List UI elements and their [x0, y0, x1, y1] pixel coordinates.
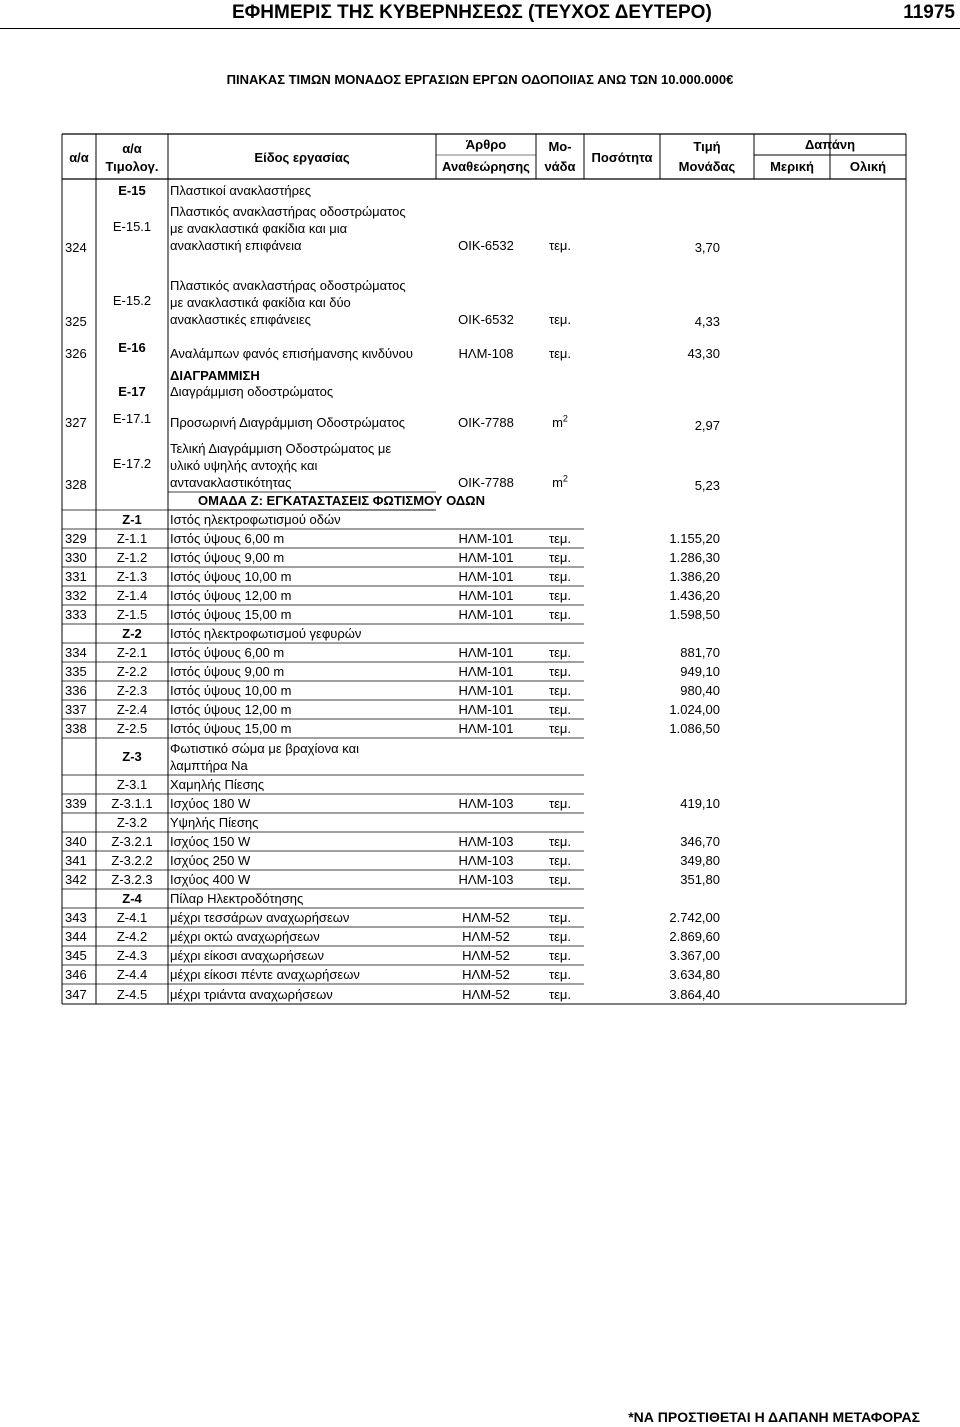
row-description: Πίλαρ Ηλεκτροδότησης	[170, 891, 304, 906]
row-unit-text: τεμ.	[548, 929, 572, 944]
row-unit	[536, 568, 584, 585]
row-description: Ιστός ύψους 10,00 m	[170, 683, 292, 698]
row-code: Ζ-4.3	[116, 948, 148, 963]
row-code: Ζ-4.1	[116, 910, 148, 925]
row-number: 339	[65, 796, 87, 811]
row-code: Ζ-3.1	[116, 777, 148, 792]
row-unit-text: τεμ.	[548, 237, 572, 253]
row-number: 330	[65, 550, 87, 565]
gazette-title: ΕΦΗΜΕΡΙΣ ΤΗΣ ΚΥΒΕΡΝΗΣΕΩΣ (ΤΕΥΧΟΣ ΔΕΥΤΕΡΟ)	[232, 2, 712, 23]
row-unit-text: τεμ.	[548, 872, 572, 887]
row-code: Ε-15	[118, 182, 146, 198]
row-unit-text: τεμ.	[548, 345, 572, 361]
row-number: 329	[65, 531, 87, 546]
row-description: Τελική Διαγράμμιση Οδοστρώματος με	[170, 440, 392, 456]
row-code: Ζ-1.1	[116, 531, 148, 546]
col-oliki: Ολική	[849, 159, 887, 174]
row-description: Πλαστικοί ανακλαστήρες	[170, 182, 312, 198]
row-unit	[536, 311, 584, 328]
row-description: Πλαστικός ανακλαστήρας οδοστρώματος	[170, 277, 406, 293]
row-article: ΗΛΜ-52	[462, 929, 510, 944]
row-unit	[536, 795, 584, 812]
row-code: Ε-17	[118, 383, 146, 399]
row-unit	[536, 909, 584, 926]
row-article: ΗΛΜ-101	[458, 664, 514, 679]
row-article: ΗΛΜ-103	[458, 872, 514, 887]
row-number: 346	[65, 967, 87, 982]
table-title: ΠΙΝΑΚΑΣ ΤΙΜΩΝ ΜΟΝΑΔΟΣ ΕΡΓΑΣΙΩΝ ΕΡΓΩΝ ΟΔΟΠΟΙΙΑΣ ΑΝΩ ΤΩΝ 10.000.000€	[226, 72, 734, 87]
row-unit-text: τεμ.	[548, 853, 572, 868]
row-description: μέχρι τεσσάρων αναχωρήσεων	[170, 910, 350, 925]
row-code: Ε-16	[118, 340, 146, 355]
row-unit-text: τεμ.	[548, 986, 572, 1002]
row-number: 337	[65, 702, 87, 717]
row-description: Ιστός ύψους 6,00 m	[170, 645, 285, 660]
row-unit-text: τεμ.	[548, 967, 572, 982]
row-unit-text: m	[552, 474, 563, 490]
row-number: 340	[65, 834, 87, 849]
row-unit-price: 2.869,60	[669, 929, 720, 944]
row-unit-price: 43,30	[687, 345, 720, 361]
row-code: Ζ-3.2.1	[111, 834, 153, 849]
row-code: Ζ-2.5	[116, 721, 148, 736]
row-unit-price: 3.367,00	[669, 948, 720, 963]
row-number: 333	[65, 607, 87, 622]
row-unit-price: 1.286,30	[669, 550, 720, 565]
row-description: με ανακλαστικά φακίδια και δύο	[170, 294, 351, 310]
row-description: Ιστός ύψους 10,00 m	[170, 569, 292, 584]
row-article: ΗΛΜ-101	[458, 683, 514, 698]
row-unit-text: τεμ.	[548, 796, 572, 811]
row-number: 326	[65, 345, 87, 361]
row-unit	[536, 701, 584, 718]
row-number: 332	[65, 588, 87, 603]
col-aa-tim-2: Τιμολογ.	[105, 159, 159, 174]
col-arthro-2: Αναθεώρησης	[442, 159, 530, 174]
row-number: 343	[65, 910, 87, 925]
row-unit	[536, 682, 584, 699]
page-number: 11975	[903, 2, 955, 23]
row-description: Φωτιστικό σώμα με βραχίονα και	[170, 740, 359, 756]
row-article: ΗΛΜ-101	[458, 721, 514, 736]
row-unit	[536, 833, 584, 850]
row-unit	[536, 530, 584, 547]
row-unit-price: 1.598,50	[669, 607, 720, 622]
row-unit-price: 419,10	[680, 796, 720, 811]
row-description: Ιστός ύψους 9,00 m	[170, 550, 285, 565]
row-description: λαμπτήρα Na	[170, 757, 248, 773]
row-unit	[536, 474, 584, 491]
row-description: Διαγράμμιση οδοστρώματος	[170, 383, 334, 399]
row-description: Πλαστικός ανακλαστήρας οδοστρώματος	[170, 203, 406, 219]
row-unit-price: 5,23	[694, 477, 720, 493]
row-code: Ζ-3.2.2	[111, 853, 153, 868]
row-description: μέχρι είκοσι αναχωρήσεων	[170, 948, 325, 963]
row-code: Ζ-2	[122, 626, 142, 641]
row-unit	[536, 852, 584, 869]
row-code: Ζ-2.3	[116, 683, 148, 698]
row-unit-price: 881,70	[680, 645, 720, 660]
row-number: 345	[65, 948, 87, 963]
row-article: ΟΙΚ-6532	[458, 311, 514, 327]
row-code: Ζ-4.2	[116, 929, 148, 944]
row-description: Ιστός ύψους 15,00 m	[170, 721, 292, 736]
row-description: υλικό υψηλής αντοχής και	[170, 457, 318, 473]
col-aa-tim-1: α/α	[122, 141, 142, 156]
row-code: Ζ-3	[122, 749, 142, 764]
row-article: ΗΛΜ-101	[458, 702, 514, 717]
row-unit-price: 2.742,00	[669, 910, 720, 925]
row-article: ΗΛΜ-52	[462, 986, 510, 1002]
row-article: ΗΛΜ-101	[458, 588, 514, 603]
row-article: ΗΛΜ-101	[458, 645, 514, 660]
row-unit	[536, 414, 584, 431]
row-unit-text: m	[552, 414, 563, 430]
row-number: 338	[65, 721, 87, 736]
col-dapani: Δαπάνη	[804, 137, 856, 152]
row-number: 342	[65, 872, 87, 887]
row-number: 331	[65, 569, 87, 584]
row-article: ΗΛΜ-52	[462, 910, 510, 925]
col-timi-1: Τιμή	[693, 139, 721, 154]
row-unit-price: 1.024,00	[669, 702, 720, 717]
row-unit-price: 1.086,50	[669, 721, 720, 736]
row-number: 325	[65, 313, 87, 329]
row-description: μέχρι τριάντα αναχωρήσεων	[170, 986, 333, 1002]
row-unit-text: τεμ.	[548, 683, 572, 698]
row-article: ΗΛΜ-101	[458, 531, 514, 546]
row-number: 336	[65, 683, 87, 698]
row-article: ΗΛΜ-52	[462, 967, 510, 982]
row-number: 341	[65, 853, 87, 868]
row-unit	[536, 606, 584, 623]
row-description: μέχρι οκτώ αναχωρήσεων	[170, 929, 320, 944]
row-unit-price: 980,40	[680, 683, 720, 698]
row-code: Ζ-1.5	[116, 607, 148, 622]
row-description: Ισχύος 250 W	[170, 853, 251, 868]
row-unit-price: 3.864,40	[669, 986, 720, 1002]
row-unit-price: 4,33	[694, 313, 720, 329]
row-description: Αναλάμπων φανός επισήμανσης κινδύνου	[170, 345, 413, 361]
row-code: Ζ-3.2.3	[111, 872, 153, 887]
row-code: Ζ-2.2	[116, 664, 148, 679]
row-unit-price: 349,80	[680, 853, 720, 868]
row-article: ΗΛΜ-52	[462, 948, 510, 963]
row-article: ΗΛΜ-108	[458, 345, 514, 361]
row-description: αντανακλαστικότητας	[170, 474, 292, 490]
row-unit-text: τεμ.	[548, 550, 572, 565]
row-unit-text: τεμ.	[548, 910, 572, 925]
row-unit	[536, 986, 584, 1003]
col-meriki: Μερική	[770, 159, 814, 174]
row-unit-text: τεμ.	[548, 834, 572, 849]
row-unit	[536, 947, 584, 964]
row-code: Ζ-2.4	[116, 702, 148, 717]
row-number: 334	[65, 645, 87, 660]
row-unit-text: τεμ.	[548, 702, 572, 717]
col-monada-1: Μο-	[548, 139, 572, 154]
row-description: Προσωρινή Διαγράμμιση Οδοστρώματος	[170, 414, 406, 430]
row-code: Ε-17.1	[112, 411, 152, 426]
row-description: Ισχύος 400 W	[170, 872, 251, 887]
row-unit-price: 3.634,80	[669, 967, 720, 982]
row-description: Ιστός ύψους 6,00 m	[170, 531, 285, 546]
row-unit-exponent: 2	[562, 473, 568, 484]
row-unit-price: 949,10	[680, 664, 720, 679]
row-unit-price: 1.155,20	[669, 531, 720, 546]
row-description: Ιστός ύψους 15,00 m	[170, 607, 292, 622]
row-code: Ε-15.2	[112, 292, 152, 308]
row-code: Ζ-3.1.1	[111, 796, 153, 811]
row-description: Ιστός ηλεκτροφωτισμού οδών	[170, 512, 341, 527]
row-article: ΗΛΜ-101	[458, 550, 514, 565]
footer-note: *ΝΑ ΠΡΟΣΤΙΘΕΤΑΙ Η ΔΑΠΑΝΗ ΜΕΤΑΦΟΡΑΣ	[628, 1409, 920, 1425]
row-number: 347	[65, 986, 87, 1002]
row-code: Ζ-1.3	[116, 569, 148, 584]
row-unit	[536, 966, 584, 983]
row-description: Ισχύος 150 W	[170, 834, 251, 849]
row-unit-price: 346,70	[680, 834, 720, 849]
row-unit	[536, 644, 584, 661]
row-article: ΗΛΜ-103	[458, 834, 514, 849]
row-number: 324	[65, 239, 87, 255]
row-code: Ζ-2.1	[116, 645, 148, 660]
row-code: Ζ-3.2	[116, 815, 148, 830]
col-posotita: Ποσότητα	[591, 150, 653, 165]
row-unit-price: 1.436,20	[669, 588, 720, 603]
row-unit	[536, 345, 584, 362]
row-code: Ε-15.1	[112, 218, 152, 234]
row-code: Ζ-1.2	[116, 550, 148, 565]
row-description: Ιστός ύψους 12,00 m	[170, 588, 292, 603]
row-unit	[536, 663, 584, 680]
row-number: 344	[65, 929, 87, 944]
row-unit-price: 351,80	[680, 872, 720, 887]
row-description: ΔΙΑΓΡΑΜΜΙΣΗ	[170, 368, 260, 383]
row-article: ΗΛΜ-101	[458, 607, 514, 622]
row-unit	[536, 587, 584, 604]
row-code: Ζ-4	[122, 891, 142, 906]
row-unit-price: 2,97	[694, 417, 720, 433]
row-description: μέχρι είκοσι πέντε αναχωρήσεων	[170, 967, 360, 982]
row-code: Ε-17.2	[112, 455, 152, 471]
row-article: ΟΙΚ-7788	[458, 474, 514, 490]
row-description: Ισχύος 180 W	[170, 796, 251, 811]
row-article: ΗΛΜ-103	[458, 796, 514, 811]
row-unit-text: τεμ.	[548, 607, 572, 622]
row-unit-price: 3,70	[694, 239, 720, 255]
row-description: ανακλαστική επιφάνεια	[170, 237, 302, 253]
row-unit	[536, 928, 584, 945]
col-eidos: Είδος εργασίας	[254, 150, 350, 165]
row-unit-text: τεμ.	[548, 531, 572, 546]
row-unit-text: τεμ.	[548, 721, 572, 736]
row-article: ΟΙΚ-6532	[458, 237, 514, 253]
row-unit-exponent: 2	[562, 413, 568, 424]
col-timi-2: Μονάδας	[678, 159, 736, 174]
row-unit-text: τεμ.	[548, 948, 572, 963]
row-unit-text: τεμ.	[548, 664, 572, 679]
row-description: Ιστός ύψους 9,00 m	[170, 664, 285, 679]
col-arthro-1: Άρθρο	[465, 137, 507, 152]
row-number: 328	[65, 476, 87, 492]
row-description: ανακλαστικές επιφάνειες	[170, 311, 311, 327]
row-description: Χαμηλής Πίεσης	[170, 777, 265, 792]
col-monada-2: νάδα	[544, 159, 576, 174]
row-code: Ζ-4.5	[116, 986, 148, 1002]
row-unit-price: 1.386,20	[669, 569, 720, 584]
row-unit	[536, 871, 584, 888]
row-code: Ζ-1.4	[116, 588, 148, 603]
row-description: Ιστός ηλεκτροφωτισμού γεφυρών	[170, 626, 362, 641]
row-article: ΗΛΜ-103	[458, 853, 514, 868]
row-article: ΟΙΚ-7788	[458, 414, 514, 430]
row-description: με ανακλαστικά φακίδια και μια	[170, 220, 348, 236]
row-code: Ζ-4.4	[116, 967, 148, 982]
row-unit	[536, 549, 584, 566]
row-number: 327	[65, 414, 87, 430]
row-unit	[536, 720, 584, 737]
row-unit-text: τεμ.	[548, 588, 572, 603]
row-number: 335	[65, 664, 87, 679]
row-unit-text: τεμ.	[548, 645, 572, 660]
col-aa: α/α	[69, 150, 89, 165]
row-unit	[536, 237, 584, 254]
row-description: ΟΜΑΔΑ Ζ: ΕΓΚΑΤΑΣΤΑΣΕΙΣ ΦΩΤΙΣΜΟΥ ΟΔΩΝ	[198, 493, 485, 508]
row-description: Υψηλής Πίεσης	[170, 815, 259, 830]
row-article: ΗΛΜ-101	[458, 569, 514, 584]
row-unit-text: τεμ.	[548, 311, 572, 327]
row-description: Ιστός ύψους 12,00 m	[170, 702, 292, 717]
row-unit-text: τεμ.	[548, 569, 572, 584]
row-code: Ζ-1	[122, 512, 142, 527]
